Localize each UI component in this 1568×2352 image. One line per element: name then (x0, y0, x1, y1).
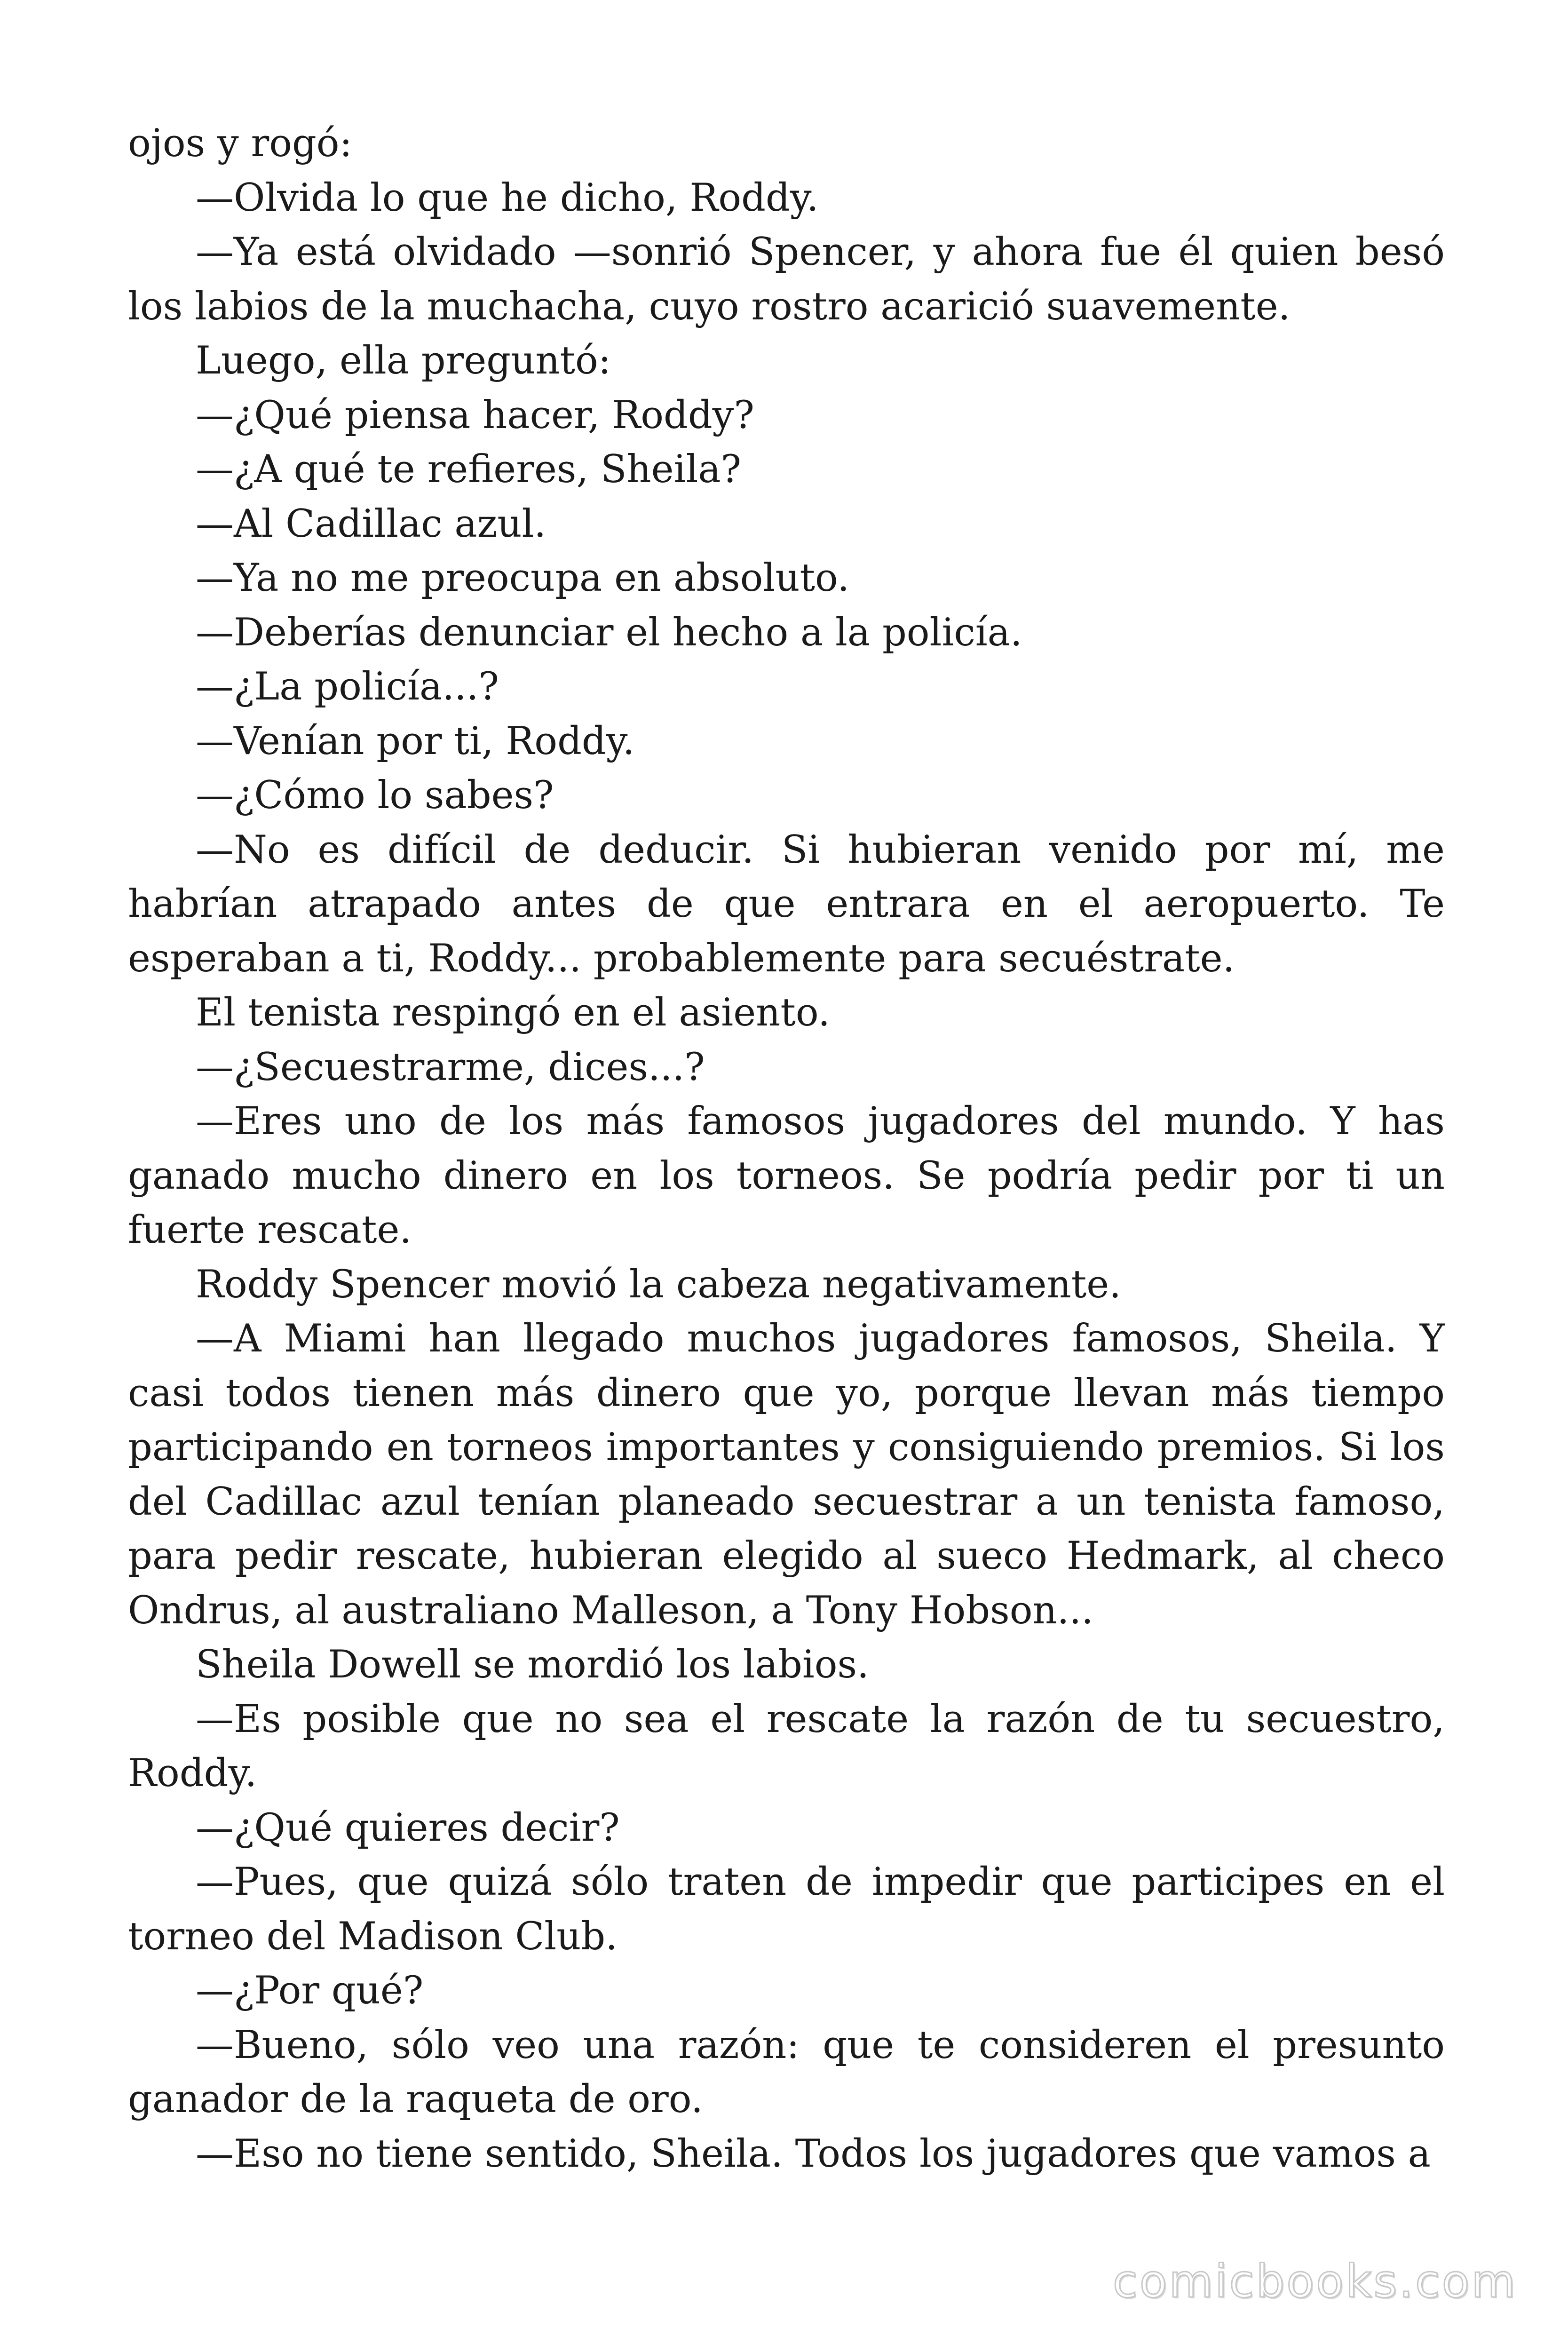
paragraph: —Eso no tiene sentido, Sheila. Todos los jugadores que vamos a (196, 2131, 1431, 2176)
paragraph: —Pues, que quizá sólo traten de impedir que participes en el torneo del Madison Club. (128, 1860, 1445, 1959)
paragraph: Roddy Spencer movió la cabeza negativamente. (196, 1262, 1121, 1307)
paragraph: —Ya no me preocupa en absoluto. (196, 556, 850, 600)
paragraph: —¿Por qué? (196, 1969, 424, 2013)
paragraph: El tenista respingó en el asiento. (196, 991, 830, 1035)
paragraph: Sheila Dowell se mordió los labios. (196, 1643, 869, 1687)
paragraph: Luego, ella preguntó: (196, 339, 611, 383)
paragraph: —¿Cómo lo sabes? (196, 773, 554, 818)
paragraph: —Venían por ti, Roddy. (196, 719, 635, 763)
body-text (128, 117, 1445, 2181)
paragraph: —¿Qué quieres decir? (196, 1805, 620, 1850)
watermark: comicbooks.com (1112, 2255, 1517, 2308)
paragraph: —Deberías denunciar el hecho a la policía. (196, 610, 1022, 655)
paragraph: —¿La policía...? (196, 665, 499, 709)
paragraph: —¿A qué te refieres, Sheila? (196, 447, 742, 492)
paragraph: —Es posible que no sea el rescate la razón de tu secuestro, Roddy. (128, 1697, 1445, 1796)
paragraph: —Olvida lo que he dicho, Roddy. (196, 175, 819, 220)
paragraph: —Eres uno de los más famosos jugadores del mundo. Y has ganado mucho dinero en los torneos. Se podría pedir por ti un fuerte rescate. (128, 1099, 1445, 1252)
paragraph: —No es difícil de deducir. Si hubieran venido por mí, me habrían atrapado antes de que entrara en el aeropuerto. Te esperaban a ti, Roddy... probablemente para secuéstrate. (128, 827, 1445, 981)
paragraph: —Bueno, sólo veo una razón: que te consideren el presunto ganador de la raqueta de oro. (128, 2023, 1445, 2122)
paragraph: —¿Qué piensa hacer, Roddy? (196, 393, 754, 437)
paragraph: —Al Cadillac azul. (196, 501, 546, 546)
paragraph: —A Miami han llegado muchos jugadores famosos, Sheila. Y casi todos tienen más dinero que yo, porque llevan más tiempo participando en torneos importantes y consiguiendo premios. Si los del Cadillac azul tenían planeado secuestrar a un tenista famoso, para pedir rescate, hubieran elegido al sueco Hedmark, al checo Ondrus, al australiano Malleson, a Tony Hobson... (128, 1317, 1445, 1633)
paragraph: —Ya está olvidado —sonrió Spencer, y ahora fue él quien besó los labios de la muchacha, cuyo rostro acarició suavemente. (128, 230, 1445, 329)
paragraph: —¿Secuestrarme, dices...? (196, 1045, 705, 1089)
paragraph: ojos y rogó: (128, 121, 352, 166)
